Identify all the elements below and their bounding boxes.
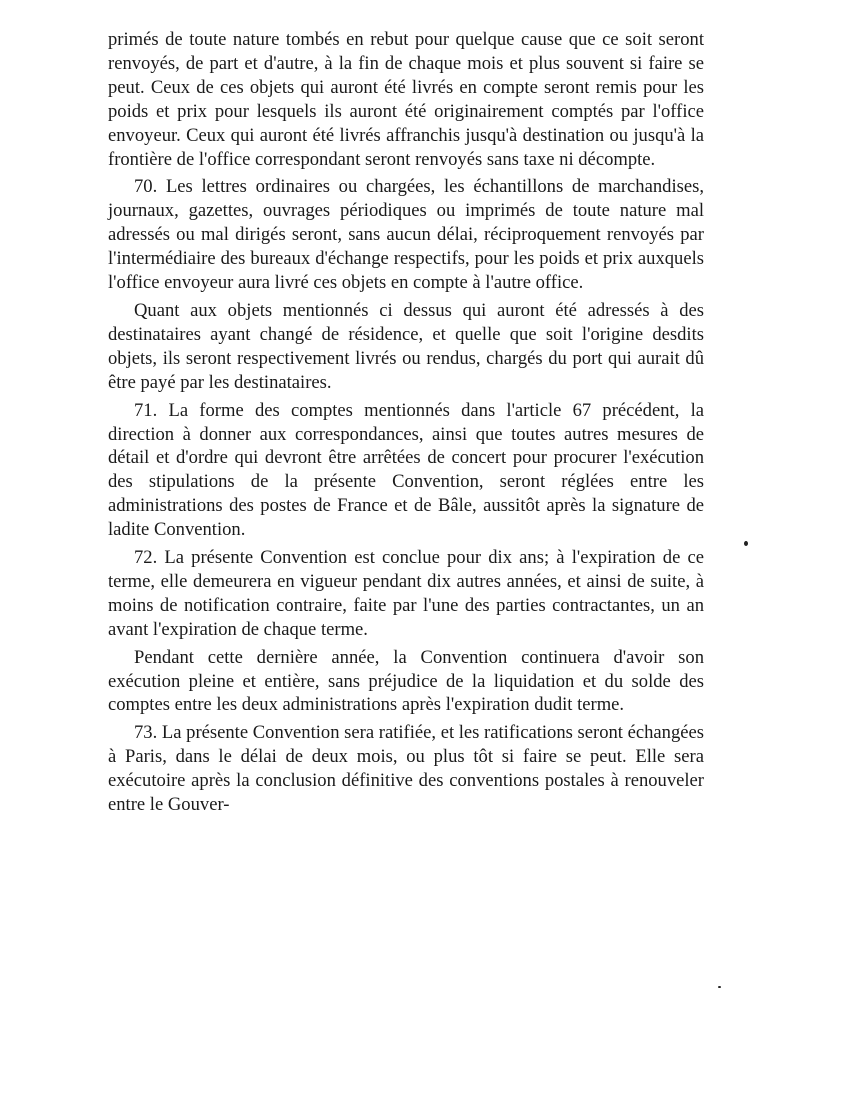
paragraph-continuation: primés de toute nature tombés en rebut pour quelque cause que ce soit seront renvoyés, de part et d'autre, à la fin de chaque mois et plus souvent si faire se peut. Ceux de ces objets qui auront été livrés en compte seront remis pour les poids et prix pour lesquels ils auront été originairement comptés par l'office envoyeur. Ceux qui auront été livrés affranchis jusqu'à destination ou jusqu'à la frontière de l'office correspondant seront renvoyés sans taxe ni décompte. <box>108 29 704 170</box>
ink-speck <box>744 541 748 546</box>
paragraph-article-70: 70. Les lettres ordinaires ou chargées, les échantillons de marchandises, journaux, gazettes, ouvrages périodiques ou imprimés de toute nature mal adressés ou mal dirigés seront, sans aucun délai, réciproquement renvoyés par l'intermédiaire des bureaux d'échange respectifs, pour les poids et prix auxquels l'office envoyeur aura livré ces objets en compte à l'autre office. <box>108 176 704 294</box>
document-page <box>108 28 704 821</box>
paragraph-article-72: 72. La présente Convention est conclue pour dix ans; à l'expiration de ce terme, elle demeurera en vigueur pendant dix autres années, et ainsi de suite, à moins de notification contraire, faite par l'une des parties contractantes, un an avant l'expiration de chaque terme. <box>108 547 704 640</box>
paragraph-article-73: 73. La présente Convention sera ratifiée, et les ratifications seront échangées à Paris, dans le délai de deux mois, ou plus tôt si faire se peut. Elle sera exécutoire après la conclusion définitive des conventions postales à renouveler entre le Gouver- <box>108 722 704 816</box>
paragraph-article-70-cont: Quant aux objets mentionnés ci dessus qui auront été adressés à des destinataires ayant changé de résidence, et quelle que soit l'origine desdits objets, ils seront respectivement livrés ou rendus, chargés du port qui aurait dû être payé par les destinataires. <box>108 299 704 393</box>
paragraph-article-72-cont: Pendant cette dernière année, la Convention continuera d'avoir son exécution pleine et entière, sans préjudice de la liquidation et du solde des comptes entre les deux administrations après l'expiration dudit terme. <box>108 646 704 716</box>
ink-speck <box>718 986 721 988</box>
paragraph-article-71: 71. La forme des comptes mentionnés dans l'article 67 précédent, la direction à donner aux correspondances, ainsi que toutes autres mesures de détail et d'ordre qui devront être arrêtées de concert pour procurer l'exécution des stipulations de la présente Convention, seront réglées entre les administrations des postes de France et de Bâle, aussitôt après la signature de ladite Convention. <box>108 399 704 541</box>
